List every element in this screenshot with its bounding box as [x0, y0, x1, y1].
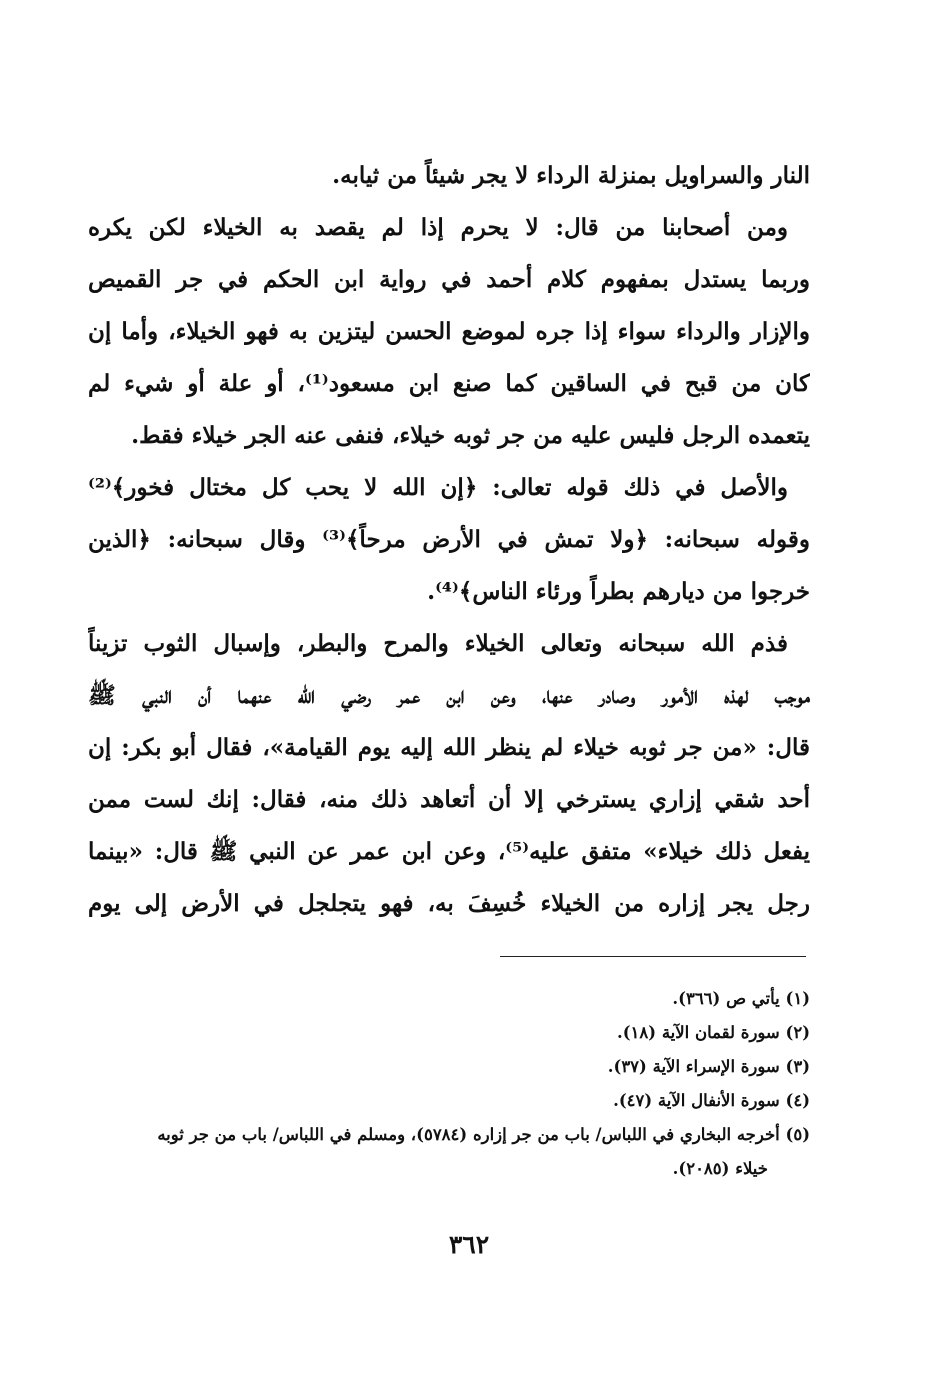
text-line: والأصل في ذلك قوله تعالى: ﴿إن الله لا يحب كل مختال فخور﴾⁽²⁾	[88, 474, 788, 501]
text-line: كان من قبح في الساقين كما صنع ابن مسعود⁽¹⁾، أو علة أو شيء لم	[88, 370, 810, 397]
footnotes	[88, 982, 810, 1186]
text-line: رجل يجر إزاره من الخيلاء خُسِفَ به، فهو يتجلجل في الأرض إلى يوم	[88, 890, 810, 917]
footnote-divider	[500, 956, 806, 957]
text-line: موجب لهذه الأمور وصادر عنها، وعن ابن عمر رضي الله عنهما أن النبي ﷺ	[88, 682, 810, 709]
footnote: (١) يأتي ص (٣٦٦).	[672, 989, 810, 1008]
text-line: ومن أصحابنا من قال: لا يحرم إذا لم يقصد به الخيلاء لكن يكره	[88, 214, 788, 241]
text-line: والإزار والرداء سواء إذا جره لموضع الحسن ليتزين به فهو الخيلاء، وأما إن	[88, 318, 810, 345]
footnote: (٣) سورة الإسراء الآية (٣٧).	[607, 1057, 810, 1076]
page-number: ٣٦٢	[448, 1230, 490, 1259]
main-text	[88, 150, 810, 930]
text-line: وقوله سبحانه: ﴿ولا تمش في الأرض مرحاً﴾⁽³⁾ وقال سبحانه: ﴿الذين	[88, 526, 810, 553]
footnote-continuation: خيلاء (٢٠٨٥).	[672, 1159, 768, 1178]
text-line: يتعمده الرجل فليس عليه من جر ثوبه خيلاء، فنفى عنه الجر خيلاء فقط.	[131, 422, 810, 449]
footnote: (٢) سورة لقمان الآية (١٨).	[616, 1023, 810, 1042]
footnote: (٥) أخرجه البخاري في اللباس/ باب من جر إزاره (٥٧٨٤)، ومسلم في اللباس/ باب من جر ثوبه	[157, 1125, 810, 1144]
footnote: (٤) سورة الأنفال الآية (٤٧).	[613, 1091, 810, 1110]
text-line: يفعل ذلك خيلاء» متفق عليه⁽⁵⁾، وعن ابن عمر عن النبي ﷺ قال: «بينما	[88, 838, 810, 865]
text-line: قال: «من جر ثوبه خيلاء لم ينظر الله إليه يوم القيامة»، فقال أبو بكر: إن	[88, 734, 810, 761]
text-line: خرجوا من ديارهم بطراً ورئاء الناس﴾⁽⁴⁾.	[427, 578, 810, 605]
text-line: أحد شقي إزاري يسترخي إلا أن أتعاهد ذلك منه، فقال: إنك لست ممن	[88, 786, 810, 813]
text-line: فذم الله سبحانه وتعالى الخيلاء والمرح والبطر، وإسبال الثوب تزيناً	[88, 630, 788, 657]
text-line: وربما يستدل بمفهوم كلام أحمد في رواية ابن الحكم في جر القميص	[88, 266, 810, 293]
text-line: النار والسراويل بمنزلة الرداء لا يجر شيئاً من ثيابه.	[332, 162, 810, 189]
